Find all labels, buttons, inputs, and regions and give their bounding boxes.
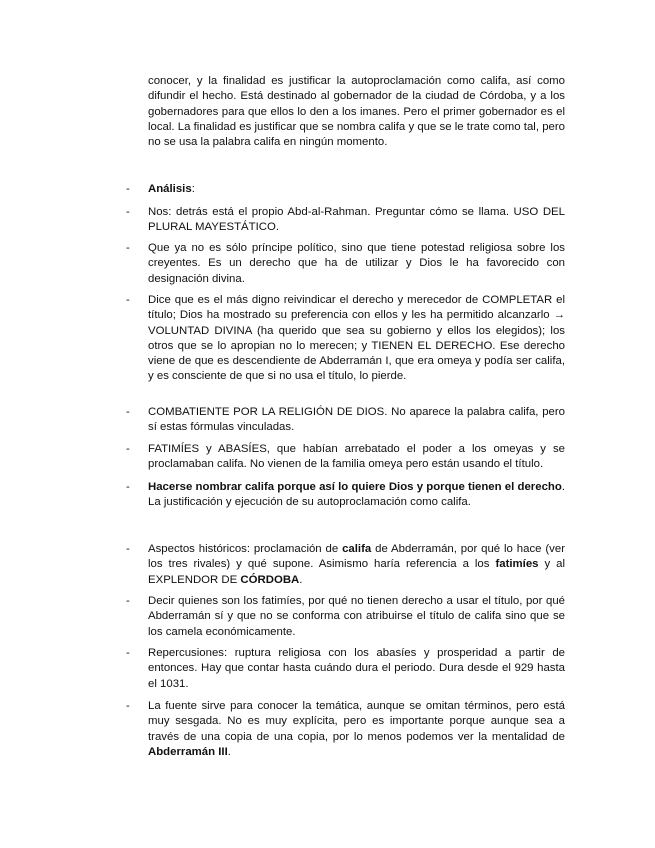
list-item-text xyxy=(148,480,565,511)
bullet-dash: - xyxy=(126,443,130,455)
list-item-text: Nos: detrás está el propio Abd-al-Rahman. Preguntar cómo se llama. USO DEL PLURAL MAYESTÁTICO. xyxy=(148,206,565,234)
bullet-dash: - xyxy=(126,294,130,306)
fuente-text xyxy=(148,699,565,760)
bold-phrase: Abderramán III xyxy=(148,745,228,758)
list-item-text: Dice que es el más digno reivindicar el derecho y merecedor de COMPLETAR el título; Dios ha mostrado su preferencia con ellos y les ha permitido alcanzarlo → VOLUNTAD DIVINA (ha querido que sea su gobierno y ellos los elegidos); los otros que se lo apropian no lo merecen; y TIENEN EL DERECHO. Ese derecho viene de que es descendiente de Abderramán I, que era omeya y podía ser califa, y es consciente de que si no usa el título, lo pierde. xyxy=(148,294,565,383)
bold-phrase: califa xyxy=(342,543,372,555)
bold-phrase: CÓRDOBA xyxy=(240,573,300,586)
text-run: . xyxy=(227,745,231,758)
bullet-dash: - xyxy=(126,481,130,493)
list-item-text: Repercusiones: ruptura religiosa con los abasíes y prosperidad a partir de entonces. Hay que contar hasta cuándo dura el periodo. Dura desde el 929 hasta el 1031. xyxy=(148,647,565,690)
intro-paragraph: conocer, y la finalidad es justificar la autoproclamación como califa, así como difundir el hecho. Está destinado al gobernador de la ciudad de Córdoba, y a los gobernadores para que ellos lo den a los imanes. Pero el primer gobernador es el local. La finalidad es justificar que se nombra califa y que se le trate como tal, pero no se usa la palabra califa en ningún momento. xyxy=(148,75,565,149)
list-item-text: FATIMÍES y ABASÍES, que habían arrebatado el poder a los omeyas y se proclamaban califa. No vienen de la familia omeya pero están usando el título. xyxy=(148,443,565,471)
bullet-dash: - xyxy=(126,183,130,195)
text-run: . xyxy=(299,573,303,586)
list-item-text: COMBATIENTE POR LA RELIGIÓN DE DIOS. No aparece la palabra califa, pero sí estas fórmulas vinculadas. xyxy=(148,406,565,434)
analisis-heading xyxy=(148,182,565,197)
text-run: de Abderramán, por qué lo hace (ver los tres rivales) y qué supone. Asimismo haría referencia a los xyxy=(148,543,565,571)
analisis-heading-label: Análisis xyxy=(148,183,192,195)
text-run: Aspectos históricos: proclamación de xyxy=(148,543,343,555)
text-run: La fuente sirve para conocer la temática, aunque se omitan términos, pero está muy sesgada. No es muy explícita, pero es importante porque aunque sea a través de una copia de una copia, por lo menos podemos ver la mentalidad de xyxy=(148,700,565,743)
bullet-dash: - xyxy=(126,647,130,659)
plain-phrase: . La justificación y ejecución de su autoproclamación como califa. xyxy=(148,481,565,509)
bold-phrase: fatimíes xyxy=(495,558,539,571)
bullet-dash: - xyxy=(126,543,130,555)
bullet-dash: - xyxy=(126,595,130,607)
bullet-dash: - xyxy=(126,206,130,218)
aspectos-text xyxy=(148,542,565,588)
analisis-heading-colon: : xyxy=(191,183,195,195)
bold-phrase: Hacerse nombrar califa porque así lo quiere Dios y porque tienen el derecho xyxy=(148,481,562,493)
text-run: y al EXPLENDOR DE xyxy=(148,558,566,586)
list-item-text: Decir quienes son los fatimíes, por qué no tienen derecho a usar el título, por qué Abderramán sí y que no se conforma con atribuirse el título de califa sino que se los camela económicamente. xyxy=(148,595,565,638)
bullet-dash: - xyxy=(126,700,130,712)
bullet-dash: - xyxy=(126,242,130,254)
bullet-dash: - xyxy=(126,406,130,418)
list-item-text: Que ya no es sólo príncipe político, sino que tiene potestad religiosa sobre los creyentes. Es un derecho que ha de utilizar y Dios le ha favorecido con designación divina. xyxy=(148,242,565,285)
